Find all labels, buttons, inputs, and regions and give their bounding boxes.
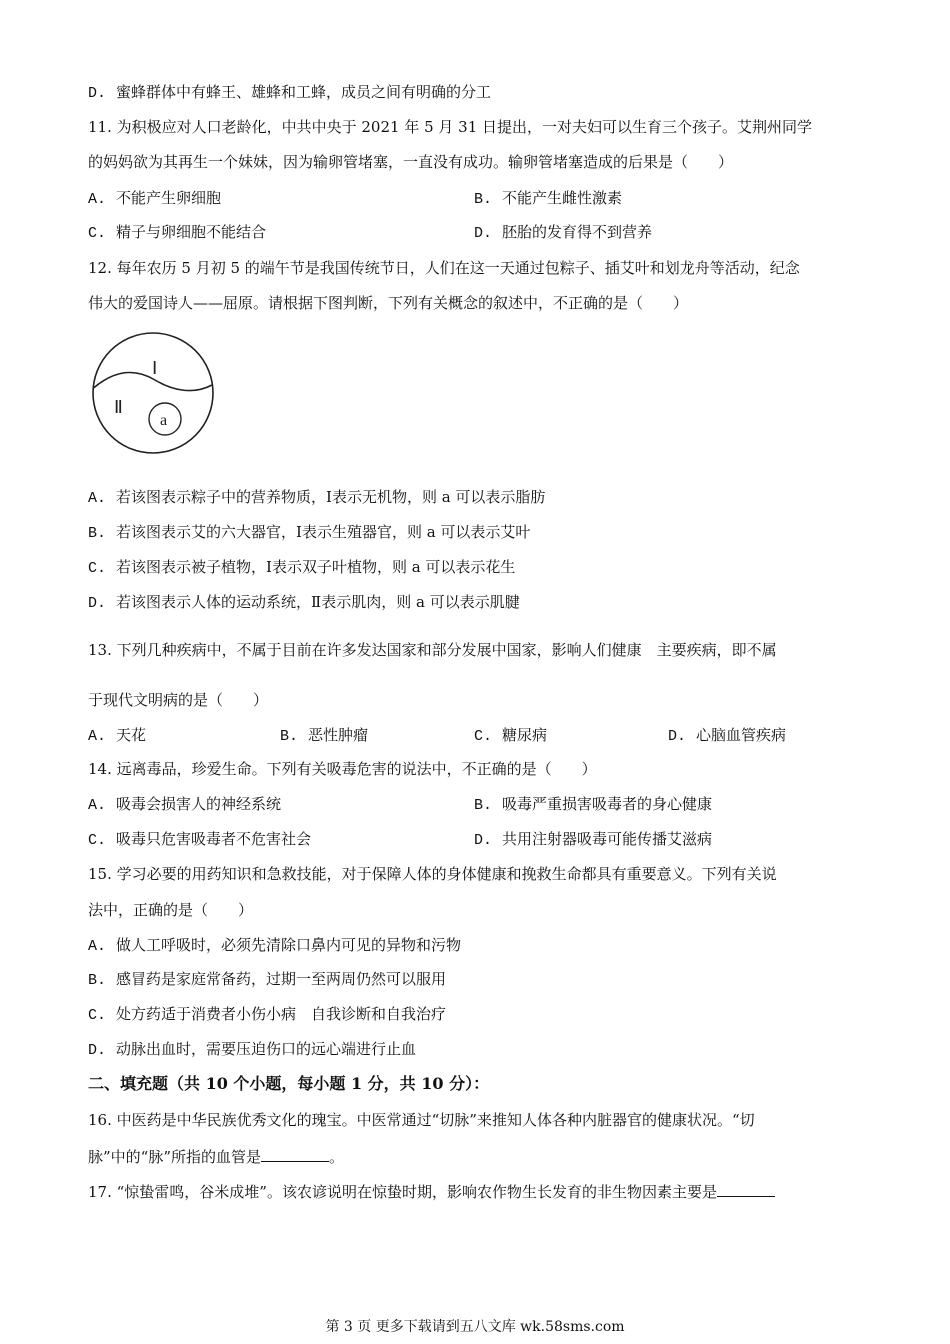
option-label: B. bbox=[88, 525, 107, 542]
option-text: 动脉出血时，需要压迫伤口的远心端进行止血 bbox=[116, 1040, 417, 1058]
q15-stem-line1: 15. 学习必要的用药知识和急救技能，对于保障人体的身体健康和挽救生命都具有重要意义。下列有关说 bbox=[88, 865, 777, 883]
option-label: A. bbox=[88, 938, 107, 955]
option-text: 蜜蜂群体中有蜂王、雄蜂和工蜂，成员之间有明确的分工 bbox=[116, 83, 492, 101]
option-label: C. bbox=[88, 1007, 107, 1024]
option-text: 恶性肿瘤 bbox=[308, 726, 369, 744]
q11-option-d bbox=[474, 222, 652, 244]
option-text: 若该图表示艾的六大器官，Ⅰ表示生殖器官，则 a 可以表示艾叶 bbox=[116, 523, 531, 541]
q13-option-c bbox=[474, 725, 547, 747]
q17-answer-blank[interactable] bbox=[717, 1182, 775, 1197]
option-text: 天花 bbox=[116, 726, 147, 744]
q11-option-c bbox=[88, 222, 266, 244]
outer-circle bbox=[93, 333, 213, 453]
q11-option-b bbox=[474, 188, 622, 210]
option-text: 共用注射器吸毒可能传播艾滋病 bbox=[502, 830, 713, 848]
option-text: 感冒药是家庭常备药，过期一至两周仍然可以服用 bbox=[116, 970, 447, 988]
q12-option-d bbox=[88, 592, 520, 614]
q12-option-c bbox=[88, 557, 515, 579]
option-label: A. bbox=[88, 490, 107, 507]
option-text: 吸毒只危害吸毒者不危害社会 bbox=[116, 830, 312, 848]
q10-option-d bbox=[88, 82, 491, 104]
q16-answer-blank[interactable] bbox=[261, 1147, 329, 1162]
option-label: B. bbox=[280, 728, 299, 745]
q11-option-a bbox=[88, 188, 221, 210]
q13-option-a bbox=[88, 725, 146, 747]
q16-stem-line2 bbox=[88, 1147, 344, 1167]
option-label: C. bbox=[474, 728, 493, 745]
region-1-label: Ⅰ bbox=[152, 358, 158, 378]
option-label: A. bbox=[88, 191, 107, 208]
q17-stem-text: 17. “惊蛰雷鸣，谷米成堆”。该农谚说明在惊蛰时期，影响农作物生长发育的非生物因素主要是 bbox=[88, 1183, 717, 1201]
option-text: 若该图表示被子植物，Ⅰ表示双子叶植物，则 a 可以表示花生 bbox=[116, 558, 516, 576]
q13-stem-line2: 于现代文明病的是（ ） bbox=[88, 691, 269, 709]
option-label: A. bbox=[88, 728, 107, 745]
option-label: A. bbox=[88, 797, 107, 814]
q13-stem-line1: 13. 下列几种疾病中，不属于目前在许多发达国家和部分发展中国家，影响人们健康 主要疾病，即不属 bbox=[88, 641, 777, 659]
option-label: D. bbox=[668, 728, 687, 745]
option-text: 做人工呼吸时，必须先清除口鼻内可见的异物和污物 bbox=[116, 936, 462, 954]
option-label: D. bbox=[88, 595, 107, 612]
q16-stem-end: 。 bbox=[329, 1148, 345, 1166]
q16-stem-text: 脉”中的“脉”所指的血管是 bbox=[88, 1148, 262, 1166]
option-label: C. bbox=[88, 225, 107, 242]
q15-option-d bbox=[88, 1039, 416, 1061]
option-label: C. bbox=[88, 832, 107, 849]
q12-stem-line1: 12. 每年农历 5 月初 5 的端午节是我国传统节日，人们在这一天通过包粽子、插艾叶和划龙舟等活动，纪念 bbox=[88, 259, 800, 277]
q14-option-c bbox=[88, 829, 311, 851]
q12-option-b bbox=[88, 522, 530, 544]
option-label: D. bbox=[88, 1042, 107, 1059]
q11-stem-line2: 的妈妈欲为其再生一个妹妹，因为输卵管堵塞，一直没有成功。输卵管堵塞造成的后果是（ ） bbox=[88, 153, 734, 171]
section-2-heading: 二、填充题（共 10 个小题，每小题 1 分，共 10 分）： bbox=[88, 1074, 490, 1093]
q15-option-a bbox=[88, 935, 461, 957]
option-text: 处方药适于消费者小伤小病 自我诊断和自我治疗 bbox=[116, 1005, 447, 1023]
q12-option-a bbox=[88, 487, 545, 509]
q15-option-c bbox=[88, 1004, 446, 1026]
option-text: 精子与卵细胞不能结合 bbox=[116, 223, 267, 241]
q14-option-a bbox=[88, 794, 281, 816]
option-text: 心脑血管疾病 bbox=[696, 726, 787, 744]
q12-stem-line2: 伟大的爱国诗人——屈原。请根据下图判断，下列有关概念的叙述中，不正确的是（ ） bbox=[88, 294, 689, 312]
q16-stem-line1: 16. 中医药是中华民族优秀文化的瑰宝。中医常通过“切脉”来推知人体各种内脏器官的健康状况。“切 bbox=[88, 1111, 755, 1129]
option-text: 若该图表示人体的运动系统，Ⅱ表示肌肉，则 a 可以表示肌腱 bbox=[116, 593, 520, 611]
region-2-label: Ⅱ bbox=[114, 397, 123, 417]
option-text: 吸毒会损害人的神经系统 bbox=[116, 795, 282, 813]
option-label: D. bbox=[88, 85, 107, 102]
q13-option-b bbox=[280, 725, 368, 747]
option-label: B. bbox=[474, 191, 493, 208]
option-label: C. bbox=[88, 560, 107, 577]
q15-stem-line2: 法中，正确的是（ ） bbox=[88, 901, 254, 919]
q14-option-b bbox=[474, 794, 712, 816]
q11-stem-line1: 11. 为积极应对人口老龄化，中共中央于 2021 年 5 月 31 日提出，一对夫妇可以生育三个孩子。艾荆州同学 bbox=[88, 118, 813, 136]
option-label: B. bbox=[88, 972, 107, 989]
option-text: 吸毒严重损害吸毒者的身心健康 bbox=[502, 795, 713, 813]
q17-stem-line1 bbox=[88, 1182, 775, 1202]
q14-stem-line1: 14. 远离毒品，珍爱生命。下列有关吸毒危害的说法中，不正确的是（ ） bbox=[88, 760, 597, 778]
option-text: 不能产生卵细胞 bbox=[116, 189, 222, 207]
option-label: D. bbox=[474, 225, 493, 242]
concept-diagram bbox=[90, 330, 216, 456]
option-label: B. bbox=[474, 797, 493, 814]
q14-option-d bbox=[474, 829, 712, 851]
option-text: 胚胎的发育得不到营养 bbox=[502, 223, 653, 241]
option-text: 若该图表示粽子中的营养物质，Ⅰ表示无机物，则 a 可以表示脂肪 bbox=[116, 488, 546, 506]
q13-option-d bbox=[668, 725, 786, 747]
page-footer: 第 3 页 更多下载请到五八文库 wk.58sms.com bbox=[325, 1319, 625, 1335]
q15-option-b bbox=[88, 969, 446, 991]
option-text: 糖尿病 bbox=[502, 726, 548, 744]
inner-a-label: a bbox=[160, 412, 168, 429]
option-text: 不能产生雌性激素 bbox=[502, 189, 623, 207]
option-label: D. bbox=[474, 832, 493, 849]
